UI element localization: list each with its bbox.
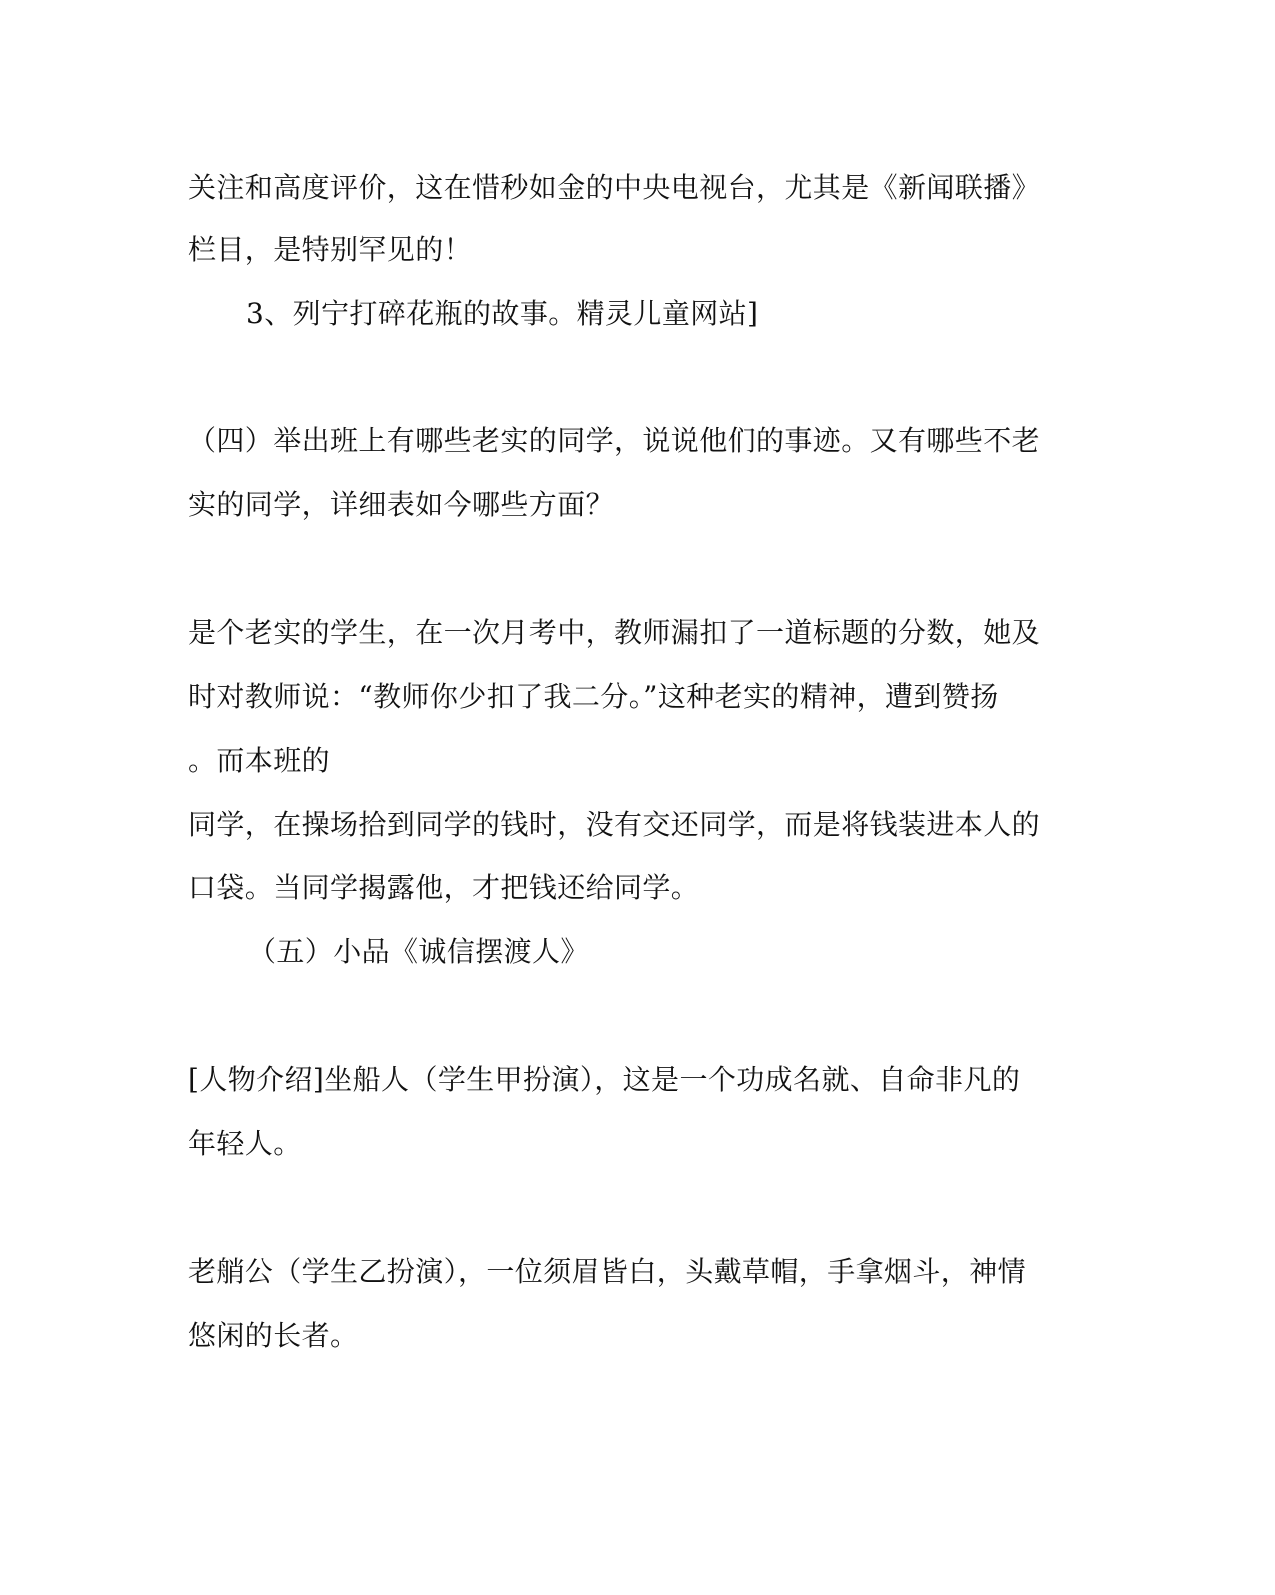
paragraph-line: 。而本班的 [188,744,331,777]
paragraph-line: 年轻人。 [188,1127,302,1160]
section-heading-line: （四）举出班上有哪些老实的同学，说说他们的事迹。又有哪些不老 [188,424,1041,457]
paragraph-line: 关注和高度评价，这在惜秒如金的中央电视台，尤其是《新闻联播》 [188,171,1041,204]
section-heading-line: （五）小品《诚信摆渡人》 [248,935,589,968]
paragraph-line: 老艄公（学生乙扮演），一位须眉皆白，头戴草帽，手拿烟斗，神情 [188,1255,1027,1288]
paragraph-line: 口袋。当同学揭露他，才把钱还给同学。 [188,871,700,904]
paragraph-line: 时对教师说：“教师你少扣了我二分。”这种老实的精神，遭到赞扬 [188,680,999,713]
paragraph-line: 同学，在操场拾到同学的钱时，没有交还同学，而是将钱装进本人的 [188,808,1041,841]
paragraph-line: 是个老实的学生，在一次月考中，教师漏扣了一道标题的分数，她及 [188,616,1041,649]
section-heading-line: 实的同学，详细表如今哪些方面？ [188,488,615,521]
paragraph-line: [人物介绍]坐船人（学生甲扮演），这是一个功成名就、自命非凡的 [188,1063,1021,1096]
list-item-line: 3、列宁打碎花瓶的故事。精灵儿童网站] [246,297,759,330]
paragraph-line: 悠闲的长者。 [188,1319,359,1352]
paragraph-line: 栏目，是特别罕见的！ [188,233,473,266]
